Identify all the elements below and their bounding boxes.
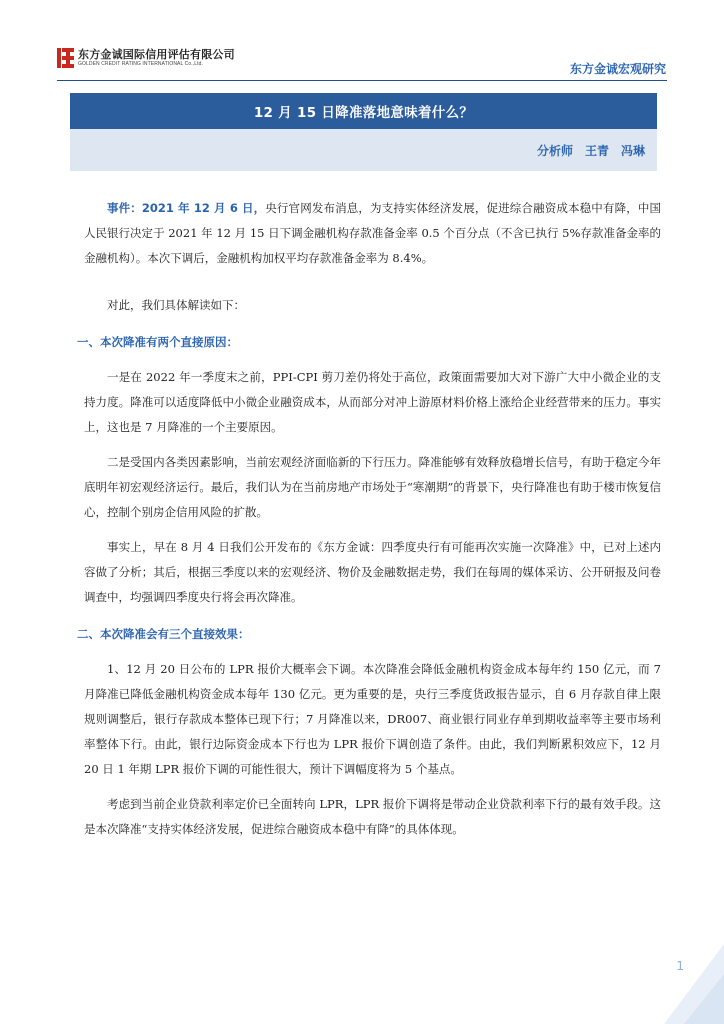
org-logo-icon (57, 48, 74, 68)
page-number: 1 (676, 959, 684, 973)
reason-paragraph-1: 一是在 2022 年一季度末之前，PPI-CPI 剪刀差仍将处于高位，政策面需要加大对下游广大中小微企业的支持力度。降准可以适度降低中小微企业融资成本，从而部分对冲上游原材料价格上涨给企业经营带来的压力。事实上，这也是 7 月降准的一个主要原因。 (84, 370, 661, 434)
org-name-en: GOLDEN CREDIT RATING INTERNATIONAL Co.,Ltd. (78, 61, 203, 67)
event-text: 央行官网发布消息，为支持实体经济发展，促进综合融资成本稳中有降，中国人民银行决定于 2021 年 12 月 15 日下调金融机构存款准备金率 0.5 个百分点（不含已执行 5%存款准备金率的金融机构）。本次下调后，金融机构加权平均存款准备金率为 8.4%。 (84, 201, 662, 265)
org-logo (57, 48, 235, 68)
header-divider (57, 80, 667, 81)
reason-paragraph-3: 事实上，早在 8 月 4 日我们公开发布的《东方金诚：四季度央行有可能再次实施一次降准》中，已对上述内容做了分析；其后，根据三季度以来的宏观经济、物价及金融数据走势，我们在每周的媒体采访、公开研报及问卷调查中，均强调四季度央行将会再次降准。 (84, 540, 661, 604)
author-line: 分析师 王青 冯琳 (536, 144, 645, 158)
event-paragraph (84, 196, 661, 271)
title-box (70, 93, 657, 173)
title-bar (70, 93, 657, 129)
research-label: 东方金诚宏观研究 (569, 62, 666, 76)
effect-paragraph-1: 1、12 月 20 日公布的 LPR 报价大概率会下调。本次降准会降低金融机构资金成本每年约 150 亿元，而 7 月降准已降低金融机构资金成本每年 130 亿元。更为重要的是，央行三季度货政报告显示，自 6 月存款自律上限规则调整后，银行存款成本整体已现下行；7 月降准以来，DR007、商业银行同业存单到期收益率等主要市场利率整体下行。由此，银行边际资金成本下行也为 LPR 报价下调创造了条件。由此，我们判断累积效应下，12 月 20 日 1 年期 LPR 报价下调的可能性很大，预计下调幅度将为 5 个基点。 (84, 662, 661, 776)
section-heading-2: 二、本次降准会有三个直接效果： (77, 627, 250, 641)
page-header (0, 0, 724, 82)
event-lead: 事件：2021 年 12 月 6 日， (107, 201, 266, 215)
author-bar (70, 129, 657, 171)
effect-paragraph-2: 考虑到当前企业贷款利率定价已全面转向 LPR，LPR 报价下调将是带动企业贷款利率下行的最有效手段。这是本次降准“支持实体经济发展，促进综合融资成本稳中有降”的具体体现。 (84, 797, 661, 836)
report-body (77, 196, 662, 842)
section-heading-1: 一、本次降准有两个直接原因： (77, 335, 238, 349)
reason-paragraph-2: 二是受国内各类因素影响，当前宏观经济面临新的下行压力。降准能够有效释放稳增长信号，有助于稳定今年底明年初宏观经济运行。最后，我们认为在当前房地产市场处于“寒潮期”的背景下，央行降准也有助于楼市恢复信心，控制个别房企信用风险的扩散。 (84, 455, 661, 519)
corner-decoration (654, 934, 724, 1024)
intro-paragraph: 对此，我们具体解读如下： (107, 298, 245, 312)
org-name-cn: 东方金诚国际信用评估有限公司 (78, 48, 235, 61)
report-title: 12 月 15 日降准落地意味着什么？ (253, 105, 474, 121)
